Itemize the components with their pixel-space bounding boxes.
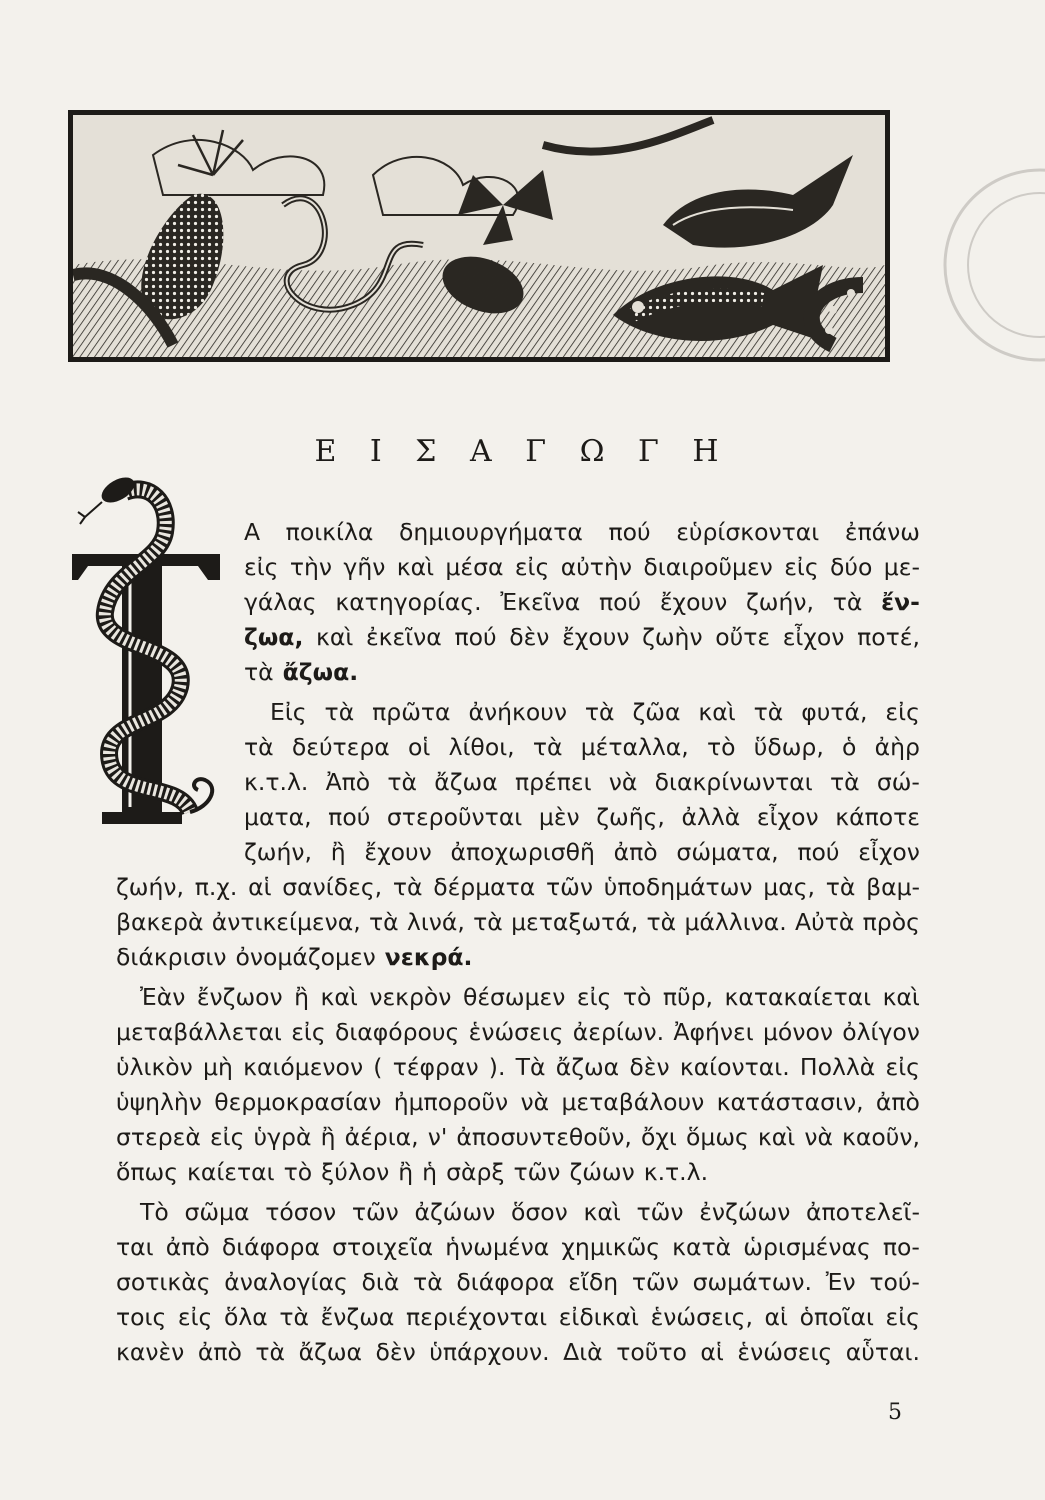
word: ἀποσυντεθοῦν,: [456, 1123, 632, 1151]
word: κανὲν: [116, 1338, 185, 1366]
text-line: [244, 730, 920, 765]
word: ζωήν,: [746, 588, 814, 616]
word: σώματα,: [676, 838, 779, 866]
word: δὲν: [375, 1338, 416, 1366]
word: καὶ: [320, 983, 358, 1011]
word: ἐκεῖνα: [365, 623, 442, 651]
word: διαφόρους: [334, 1018, 460, 1046]
word: ὑγρὰ: [253, 1123, 312, 1151]
word: μόνον: [762, 1018, 833, 1046]
word: κατάστασιν,: [716, 1088, 864, 1116]
word: Ἐν: [825, 1268, 856, 1296]
word: Α: [244, 518, 261, 546]
word: σοτικὰς: [116, 1268, 211, 1296]
word: αἱ: [700, 1338, 724, 1366]
word: διακρίνωνται: [654, 768, 813, 796]
word: δέρματα: [433, 873, 536, 901]
word: μεταξωτά,: [511, 908, 639, 936]
word: τὰ: [387, 768, 418, 796]
word: ἐπάνω: [844, 518, 920, 546]
word: τὰ: [646, 908, 677, 936]
word: πού: [598, 588, 642, 616]
word: ὑπάρχουν.: [429, 1338, 550, 1366]
word: πρῶτα: [372, 698, 451, 726]
word: ἀναλογίας: [224, 1268, 348, 1296]
word: εἰς: [885, 1053, 920, 1081]
word: ποτέ,: [857, 623, 920, 651]
word: φυτά,: [801, 698, 868, 726]
word: πρὸς: [862, 908, 920, 936]
word: νὰ: [520, 1088, 550, 1116]
text-line: [244, 620, 920, 655]
word: διάφορα: [456, 1268, 555, 1296]
word: διάφορα: [221, 1233, 320, 1261]
text-line: [270, 695, 920, 730]
word: πο-: [882, 1233, 920, 1261]
word: περιέχονται: [406, 1303, 548, 1331]
word: Τὰ: [515, 1053, 546, 1081]
word: Τὸ: [140, 1198, 169, 1226]
word: τὰ: [324, 698, 355, 726]
word: ἄζωα: [434, 768, 498, 796]
word: αἱ: [248, 873, 272, 901]
word: καιόμενον: [243, 1053, 364, 1081]
word: εἶχον: [858, 838, 920, 866]
word: ἔχουν: [562, 623, 630, 651]
word: νεκρὸν: [369, 983, 452, 1011]
word: πῦρ,: [662, 983, 713, 1011]
page-number: 5: [888, 1400, 902, 1425]
word: ὑψηλὴν: [116, 1088, 202, 1116]
word: ἀλλὰ: [681, 803, 741, 831]
text-line: [116, 1120, 920, 1155]
word: διάκρισιν: [116, 943, 227, 971]
word: ἡνωμένα: [445, 1233, 550, 1261]
word: στεροῦνται: [386, 803, 523, 831]
word: ὡρισμένας: [743, 1233, 871, 1261]
word: βαμ-: [866, 873, 920, 901]
word: τού-: [869, 1268, 920, 1296]
text-line: [116, 1230, 920, 1265]
text-line: [140, 980, 920, 1015]
word: (: [373, 1053, 383, 1081]
word: τὰ: [255, 1338, 286, 1366]
word: μας,: [763, 873, 815, 901]
word: καὶ: [583, 1198, 621, 1226]
word: ἔν-: [881, 588, 920, 616]
word: στερεὰ: [116, 1123, 201, 1151]
text-line: [244, 550, 920, 585]
word: κατὰ: [672, 1233, 732, 1261]
word: κάποτε: [835, 803, 920, 831]
word: κατηγορίας.: [335, 588, 482, 616]
word: μὲν: [538, 803, 580, 831]
word: καὶ: [757, 1123, 796, 1151]
text-line: [116, 1050, 920, 1085]
word: ἀερίων.: [572, 1018, 665, 1046]
word: ξύλον: [321, 1158, 390, 1186]
text-line: [116, 1335, 920, 1370]
word: ἀὴρ: [874, 733, 920, 761]
word: εἰδικαὶ: [558, 1303, 639, 1331]
word: θερμοκρασίαν: [214, 1088, 382, 1116]
word: σῶμα: [184, 1198, 250, 1226]
word: χημικῶς: [561, 1233, 661, 1261]
word: ἡ: [422, 1158, 438, 1186]
word: ἔχουν: [364, 838, 432, 866]
word: ὁ: [842, 733, 857, 761]
word: εἰς: [291, 1018, 326, 1046]
word: ζῶα: [632, 698, 681, 726]
word: τὰ: [829, 768, 860, 796]
word: τῶν: [631, 1268, 679, 1296]
word: τὰ: [392, 873, 423, 901]
word: Ἀφήνει: [673, 1018, 754, 1046]
word: ἢ: [330, 838, 346, 866]
word: ἔχουν: [659, 588, 728, 616]
word: ὄχι: [640, 1123, 677, 1151]
word: ὑλικὸν: [116, 1053, 193, 1081]
word: μὴ: [203, 1053, 233, 1081]
word: ζωῆς,: [596, 803, 665, 831]
word: γάλας: [244, 588, 317, 616]
word: ἄζωα: [298, 1338, 363, 1366]
word: ἀπὸ: [875, 1088, 920, 1116]
word: αἱ: [764, 1303, 788, 1331]
word: σώ-: [876, 768, 920, 796]
text-line: [244, 835, 920, 870]
word: εἰς: [885, 1303, 920, 1331]
word: ἢ: [398, 1158, 414, 1186]
word: τὰ: [753, 698, 784, 726]
word: ἢ: [320, 1123, 336, 1151]
word: ἑνώσεις: [468, 1018, 564, 1046]
word: διὰ: [361, 1268, 400, 1296]
word: εἰς: [784, 553, 819, 581]
word: ἀζώων: [414, 1198, 496, 1226]
word: Αὐτὰ: [795, 908, 855, 936]
word: ἀνήκουν: [468, 698, 567, 726]
word: Ἐὰν: [140, 983, 186, 1011]
word: οἱ: [408, 733, 431, 761]
word: στοιχεῖα: [332, 1233, 434, 1261]
word: θέσωμεν: [462, 983, 566, 1011]
word: κατακαίεται: [724, 983, 872, 1011]
word: μέταλλα,: [580, 733, 689, 761]
word: ν': [427, 1123, 448, 1151]
word: μεταβάλουν: [561, 1088, 705, 1116]
word: λίθοι,: [448, 733, 515, 761]
word: ὅπως: [116, 1158, 178, 1186]
word: τὸ: [283, 1158, 313, 1186]
word: τὰ: [244, 733, 274, 761]
word: τῶν: [351, 1198, 399, 1226]
word: τὴν: [289, 553, 333, 581]
word: οὔτε: [715, 623, 771, 651]
word: νὰ: [804, 1123, 833, 1151]
word: τόσον: [265, 1198, 337, 1226]
word: καὶ: [316, 623, 354, 651]
word: ἑνώσεις,: [650, 1303, 753, 1331]
word: δεύτερα: [291, 733, 390, 761]
word: καὶ: [882, 983, 920, 1011]
word: μεταβάλλεται: [116, 1018, 282, 1046]
word: τῶν: [513, 1158, 561, 1186]
word: μάλλινα.: [684, 908, 787, 936]
word: τέφραν: [392, 1053, 479, 1081]
word: κ.τ.λ.: [244, 768, 309, 796]
word: ἀπὸ: [197, 1338, 242, 1366]
word: ὀνομάζομεν: [235, 943, 376, 971]
word: εὑρίσκονται: [676, 518, 820, 546]
word: ζωήν,: [116, 873, 184, 901]
word: τὰ: [473, 908, 503, 936]
word: ὅμως: [685, 1123, 749, 1151]
word: διαιροῦμεν: [643, 553, 773, 581]
text-line: [244, 655, 920, 690]
word: αὗται.: [845, 1338, 920, 1366]
text-line: [244, 515, 920, 550]
word: γῆν: [343, 553, 386, 581]
word: ζώων: [569, 1158, 635, 1186]
word: σωμάτων.: [692, 1268, 813, 1296]
text-line: [116, 905, 920, 940]
word: εἰς: [244, 553, 279, 581]
word: τὰ: [244, 658, 274, 686]
word: ἔνζωα: [320, 1303, 395, 1331]
word: τὸ: [622, 983, 652, 1011]
word: ἀποχωρισθῆ: [450, 838, 595, 866]
word: εἰς: [885, 698, 920, 726]
text-line: [140, 1195, 920, 1230]
word: εἰς: [177, 1303, 213, 1331]
text-line: [116, 1085, 920, 1120]
word: ὀλίγον: [842, 1018, 920, 1046]
word: ζωὴν: [642, 623, 703, 651]
word: πού: [608, 518, 651, 546]
word: τοῦτο: [616, 1338, 687, 1366]
word: σὰρξ: [446, 1158, 505, 1186]
word: ἀπὸ: [613, 838, 658, 866]
word: ἐνζώων: [699, 1198, 791, 1226]
word: τὰ: [368, 908, 399, 936]
word: δὲν: [509, 623, 550, 651]
word: τὰ: [279, 1303, 309, 1331]
word: ζωήν,: [244, 838, 312, 866]
word: ται: [116, 1233, 154, 1261]
word: εἰς: [576, 983, 612, 1011]
word: εἰς: [209, 1123, 245, 1151]
word: βακερὰ: [116, 908, 204, 936]
word: ποικίλα: [285, 518, 374, 546]
word: καοῦν,: [842, 1123, 920, 1151]
word: δημιουργήματα: [398, 518, 583, 546]
word: δύο: [830, 553, 873, 581]
word: λινά,: [406, 908, 465, 936]
word: ἄζωα.: [282, 658, 359, 686]
word: αὐτὴν: [560, 553, 632, 581]
word: ὅλα: [223, 1303, 268, 1331]
word: τὰ: [825, 873, 856, 901]
word: καίονται.: [679, 1053, 790, 1081]
word: εἶχον: [782, 623, 845, 651]
word: Ἀπὸ: [325, 768, 371, 796]
word: ).: [488, 1053, 506, 1081]
word: πού: [797, 838, 840, 866]
word: καὶ: [698, 698, 736, 726]
word: ἀντικείμενα,: [211, 908, 361, 936]
word: τῶν: [636, 1198, 684, 1226]
text-line: [244, 585, 920, 620]
word: τὰ: [832, 588, 863, 616]
text-line: [116, 1300, 920, 1335]
word: ἢ: [294, 983, 310, 1011]
word: ζωα,: [244, 623, 304, 651]
word: ὕδωρ,: [753, 733, 824, 761]
word: Ἐκεῖνα: [500, 588, 581, 616]
word: Εἰς: [270, 698, 307, 726]
text-line: [116, 1265, 920, 1300]
word: ἀποτελεῖ-: [806, 1198, 920, 1226]
word: νεκρά.: [384, 943, 473, 971]
word: Πολλὰ: [799, 1053, 876, 1081]
word: πού: [328, 803, 371, 831]
text-line: [116, 1015, 920, 1050]
text-line: [116, 940, 920, 975]
word: ἠμποροῦν: [393, 1088, 509, 1116]
word: σανίδες,: [282, 873, 383, 901]
word: εἰς: [514, 553, 550, 581]
word: ὑποδημάτων: [603, 873, 753, 901]
text-line: [244, 765, 920, 800]
word: τοις: [116, 1303, 167, 1331]
text-line: [244, 800, 920, 835]
word: ματα,: [244, 803, 312, 831]
word: Διὰ: [563, 1338, 603, 1366]
word: ὅσον: [511, 1198, 568, 1226]
word: ὁποῖαι: [799, 1303, 874, 1331]
word: καὶ: [396, 553, 435, 581]
word: π.χ.: [194, 873, 238, 901]
text-line: [116, 1155, 920, 1190]
word: ἔνζωον: [196, 983, 283, 1011]
word: εἶχον: [756, 803, 819, 831]
word: πού: [454, 623, 497, 651]
word: ἑνώσεις: [737, 1338, 833, 1366]
word: πρέπει: [514, 768, 592, 796]
word: τὰ: [532, 733, 563, 761]
word: καίεται: [187, 1158, 275, 1186]
word: ἄζωα: [555, 1053, 620, 1081]
word: μέσα: [445, 553, 504, 581]
word: εἴδη: [568, 1268, 619, 1296]
word: τὸ: [707, 733, 736, 761]
word: νὰ: [608, 768, 638, 796]
word: κ.τ.λ.: [643, 1158, 709, 1186]
word: ἀπὸ: [165, 1233, 210, 1261]
word: τὰ: [584, 698, 615, 726]
word: ἀέρια,: [344, 1123, 419, 1151]
word: με-: [883, 553, 920, 581]
word: δὲν: [629, 1053, 670, 1081]
page-title: Ε Ι Σ Α Γ Ω Γ Η: [314, 434, 731, 469]
word: τὰ: [413, 1268, 443, 1296]
text-line: [116, 870, 920, 905]
word: τῶν: [546, 873, 593, 901]
